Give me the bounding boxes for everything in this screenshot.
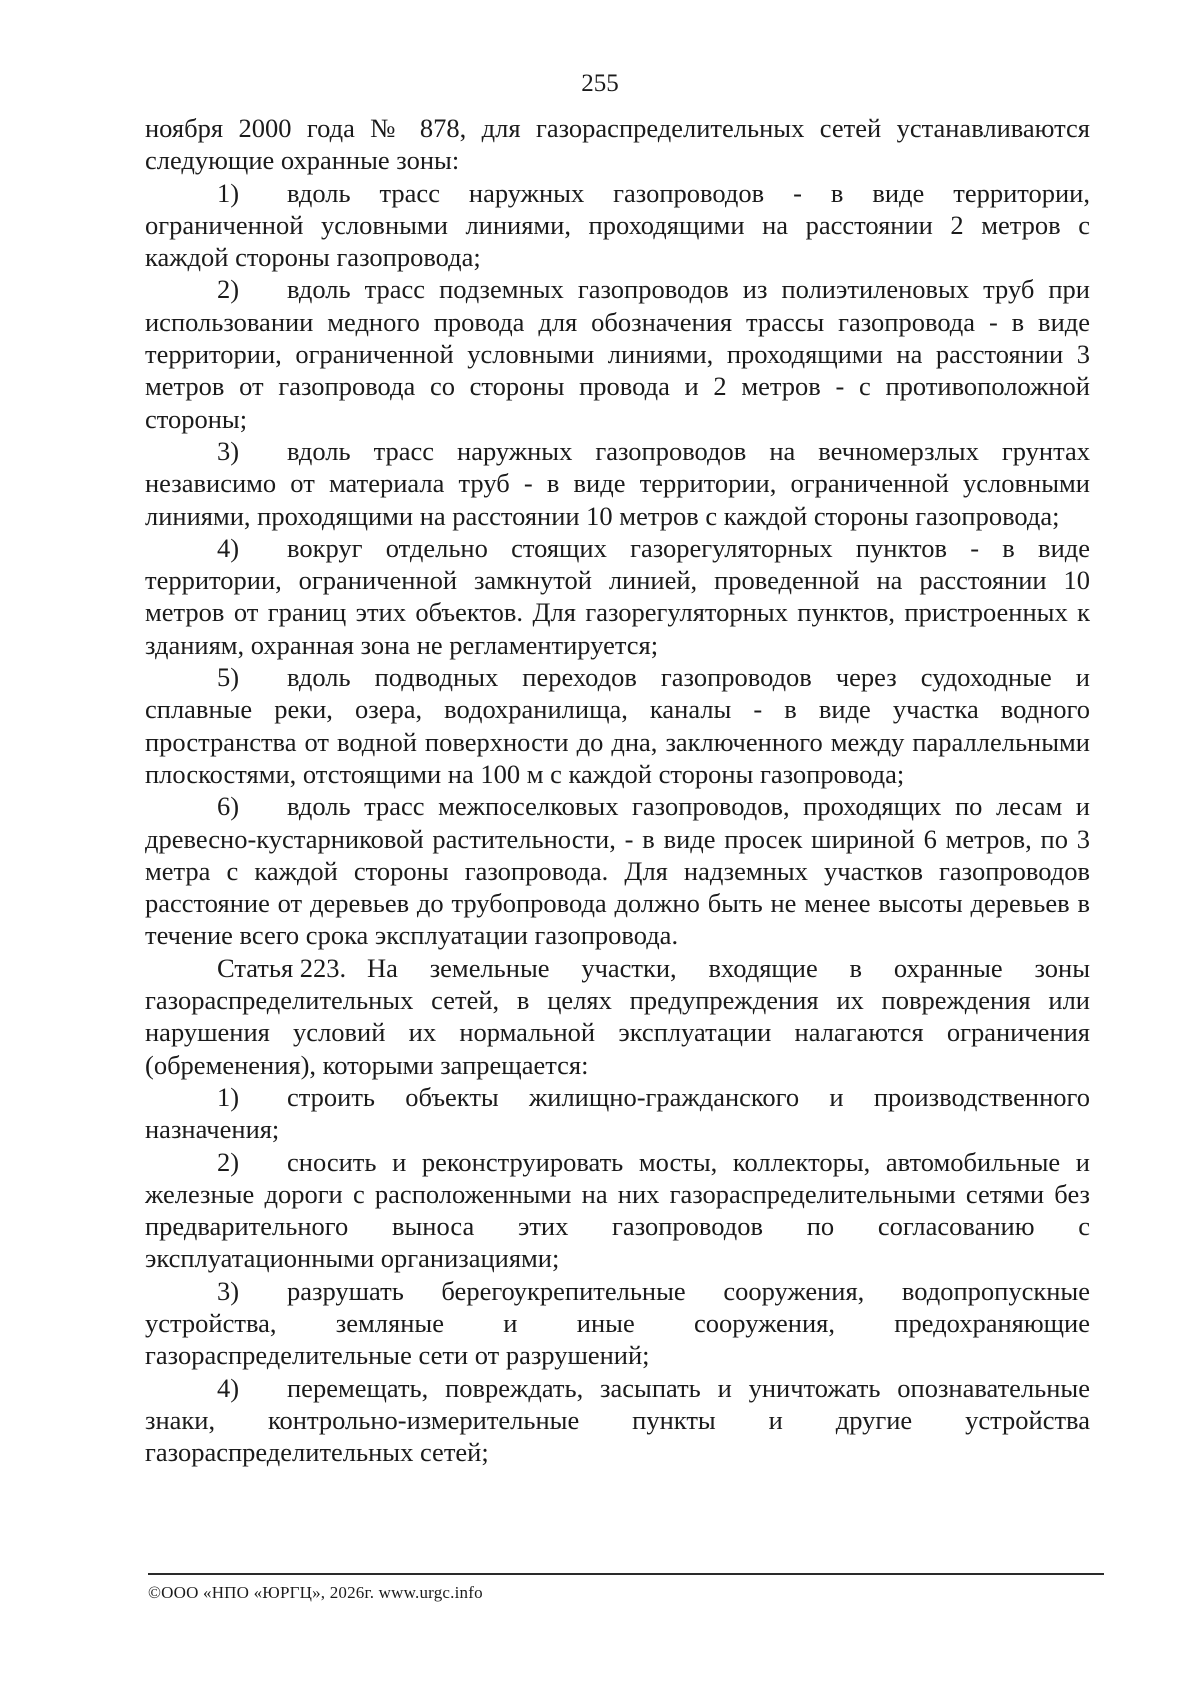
zone-item-text: вокруг отдельно стоящих газорегуляторных пунктов - в виде территории, ограниченной замкнутой линией, проведенной на расстоянии 10 метров от границ этих объектов. Для газорегуляторных пунктов, пристроенных к зданиям, охранная зона не регламентируется; xyxy=(145,532,1090,660)
zone-item-text: вдоль трасс наружных газопроводов на вечномерзлых грунтах независимо от материала труб - в виде территории, ограниченной условными линиями, проходящими на расстоянии 10 метров с каждой стороны газопровода; xyxy=(145,435,1090,531)
zone-item-number: 3) xyxy=(217,435,240,466)
prohibition-item-text: перемещать, повреждать, засыпать и уничтожать опознавательные знаки, контрольно-измерительные пункты и другие устройства газораспределительных сетей; xyxy=(145,1372,1090,1468)
zone-item-1 xyxy=(145,177,1090,274)
footer-copyright: ©ООО «НПО «ЮРГЦ», 2026г. www.urgc.info xyxy=(148,1583,483,1602)
prohibition-item-2 xyxy=(145,1146,1090,1275)
prohibition-item-text: строить объекты жилищно-гражданского и производственного назначения; xyxy=(145,1081,1090,1145)
zone-item-3 xyxy=(145,435,1090,532)
prohibition-item-4 xyxy=(145,1372,1090,1469)
footer-divider xyxy=(148,1573,1104,1575)
zone-item-number: 5) xyxy=(217,662,240,693)
zone-item-6 xyxy=(145,790,1090,951)
zone-item-text: вдоль трасс межпоселковых газопроводов, проходящих по лесам и древесно-кустарниковой растительности, - в виде просек шириной 6 метров, по 3 метра с каждой стороны газопровода. Для надземных участков газопроводов расстояние от деревьев до трубопровода должно быть не менее высоты деревьев в течение всего срока эксплуатации газопровода. xyxy=(145,791,1090,951)
intro-paragraph: ноября 2000 года № 878, для газораспределительных сетей устанавливаются следующие охранные зоны: xyxy=(145,113,1090,176)
document-body xyxy=(145,112,1090,1468)
article-text: На земельные участки, входящие в охранные зоны газораспределительных сетей, в целях предупреждения их повреждения или нарушения условий их нормальной эксплуатации налагаются ограничения (обременения), которыми запрещается: xyxy=(145,952,1090,1080)
zone-item-text: вдоль трасс подземных газопроводов из полиэтиленовых труб при использовании медного провода для обозначения трассы газопровода - в виде территории, ограниченной условными линиями, проходящими на расстоянии 3 метров от газопровода со стороны провода и 2 метров - с противоположной стороны; xyxy=(145,274,1090,434)
zone-item-5 xyxy=(145,661,1090,790)
zone-item-number: 2) xyxy=(217,274,240,305)
article-label: Статья 223. xyxy=(217,952,347,983)
prohibition-item-number: 3) xyxy=(217,1275,240,1306)
zone-item-text: вдоль подводных переходов газопроводов через судоходные и сплавные реки, озера, водохранилища, каналы - в виде участка водного пространства от водной поверхности до дна, заключенного между параллельными плоскостями, отстоящими на 100 м с каждой стороны газопровода; xyxy=(145,662,1090,789)
prohibition-item-number: 2) xyxy=(217,1146,240,1177)
page-number: 255 xyxy=(581,70,619,97)
zone-item-number: 4) xyxy=(217,532,240,563)
prohibition-item-text: сносить и реконструировать мосты, коллекторы, автомобильные и железные дороги с расположенными на них газораспределительными сетями без предварительного выноса этих газопроводов по согласованию с эксплуатационными организациями; xyxy=(145,1146,1090,1274)
article-paragraph xyxy=(145,952,1090,1081)
prohibition-item-1 xyxy=(145,1081,1090,1146)
prohibition-item-3 xyxy=(145,1275,1090,1372)
zone-item-number: 6) xyxy=(217,791,240,822)
prohibition-item-number: 1) xyxy=(217,1081,240,1112)
zone-item-number: 1) xyxy=(217,177,240,208)
zone-item-4 xyxy=(145,532,1090,661)
zone-item-text: вдоль трасс наружных газопроводов - в виде территории, ограниченной условными линиями, проходящими на расстоянии 2 метров с каждой стороны газопровода; xyxy=(145,177,1090,273)
prohibition-item-text: разрушать берегоукрепительные сооружения, водопропускные устройства, земляные и иные сооружения, предохраняющие газораспределительные сети от разрушений; xyxy=(145,1275,1090,1371)
zone-item-2 xyxy=(145,273,1090,434)
prohibition-item-number: 4) xyxy=(217,1372,240,1403)
